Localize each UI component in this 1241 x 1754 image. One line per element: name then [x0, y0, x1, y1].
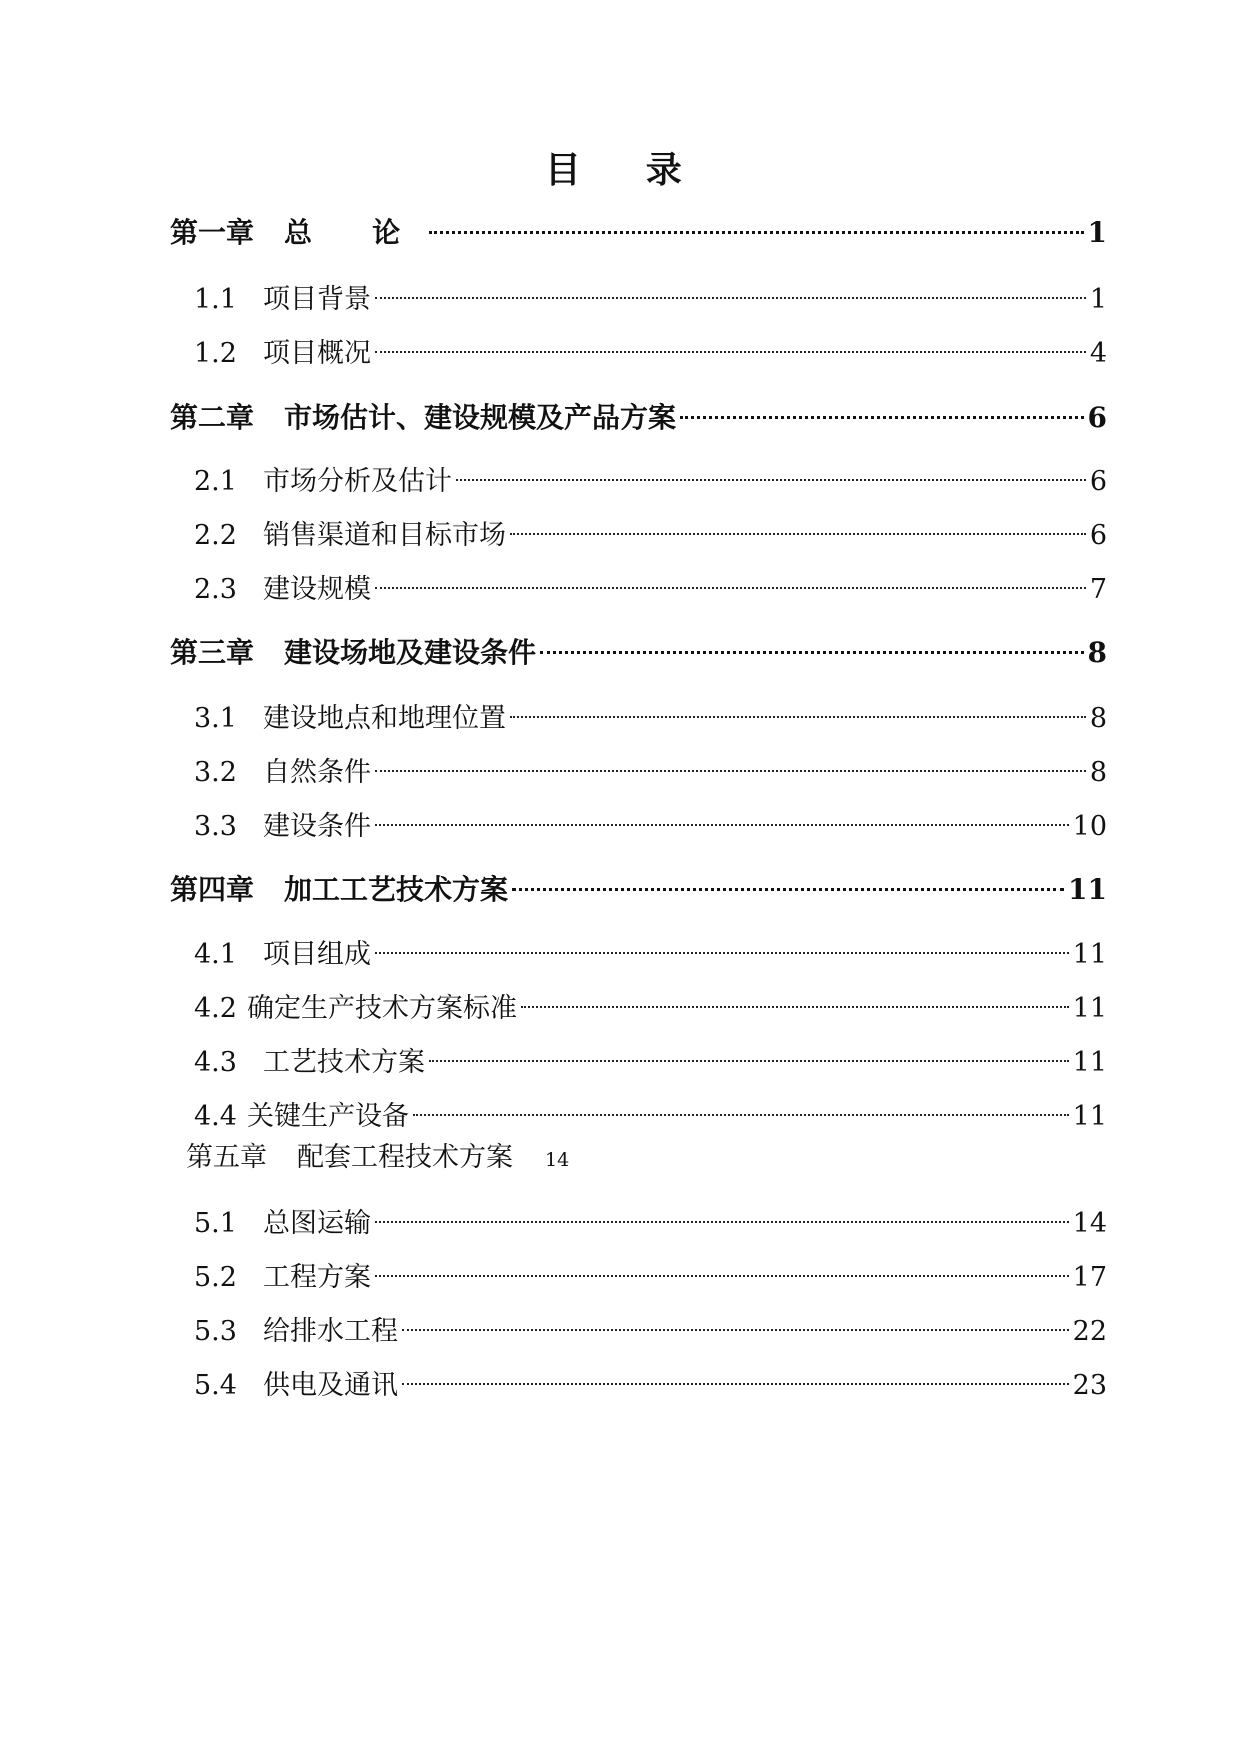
toc-entry-number: 4.4: [194, 1101, 237, 1132]
toc-page-number: 6: [1089, 466, 1107, 497]
toc-page-number: 4: [1089, 338, 1107, 369]
toc-section-entry[interactable]: [194, 558, 1107, 605]
toc-entry-title: 市场估计、建设规模及产品方案: [284, 401, 677, 434]
toc-entry-number: 2.3: [194, 574, 237, 605]
toc-leader-dots: [429, 202, 1083, 242]
toc-entry-title: 项目概况: [262, 338, 371, 369]
page-title: 目 录: [544, 149, 697, 191]
toc-entry-title: 确定生产技术方案标准: [246, 993, 517, 1024]
toc-section-entry[interactable]: [194, 504, 1107, 551]
toc-entry-title: 市场分析及估计: [262, 466, 452, 497]
toc-leader-dots: [402, 1354, 1069, 1394]
toc-entry-number: 第二章: [170, 401, 255, 434]
toc-entry-number: 4.2: [194, 993, 237, 1024]
toc-section-entry[interactable]: [194, 1300, 1107, 1347]
toc-leader-dots: [375, 795, 1069, 835]
toc-leader-dots: [510, 504, 1086, 544]
toc-entry-number: 1.2: [194, 338, 237, 369]
toc-entry-number: 5.4: [194, 1370, 237, 1401]
toc-leader-dots: [540, 622, 1083, 662]
toc-leader-dots: [375, 322, 1086, 362]
toc-leader-dots: [375, 1246, 1069, 1286]
toc-page-number: 11: [1072, 1047, 1107, 1078]
toc-section-entry[interactable]: [194, 450, 1107, 497]
toc-page-number: 1: [1087, 216, 1107, 249]
toc-entry-title: 配套工程技术方案: [297, 1142, 513, 1173]
toc-page-number: 11: [1072, 1101, 1107, 1132]
toc-page-number: 7: [1089, 574, 1107, 605]
toc-entry-title: 总 论: [284, 216, 426, 249]
toc-entry-title: 建设场地及建设条件: [284, 636, 537, 669]
toc-leader-dots: [402, 1300, 1069, 1340]
toc-entry-number: 4.3: [194, 1047, 237, 1078]
toc-leader-dots: [413, 1085, 1069, 1125]
toc-page-number: 23: [1072, 1370, 1107, 1401]
toc-page-number: 11: [1068, 873, 1107, 906]
toc-page-number: 11: [1072, 993, 1107, 1024]
toc-page-number: 8: [1089, 703, 1107, 734]
toc-entry-number: 第四章: [170, 873, 255, 906]
toc-entry-title: 工艺技术方案: [262, 1047, 425, 1078]
toc-chapter-entry[interactable]: [170, 202, 1107, 249]
toc-entry-number: 4.1: [194, 939, 237, 970]
toc-section-entry[interactable]: [194, 322, 1107, 369]
toc-page-number: 10: [1072, 811, 1107, 842]
toc-entry-number: 第三章: [170, 636, 255, 669]
toc-leader-dots: [375, 923, 1069, 963]
toc-chapter-entry[interactable]: [170, 622, 1107, 669]
toc-entry-number: 1.1: [194, 284, 237, 315]
toc-page-number: 11: [1072, 939, 1107, 970]
toc-entry-title: 建设地点和地理位置: [262, 703, 506, 734]
toc-section-entry[interactable]: [194, 1192, 1107, 1239]
toc-entry-title: 自然条件: [262, 757, 371, 788]
toc-page-number: 14: [545, 1149, 570, 1171]
toc-leader-dots: [429, 1031, 1069, 1071]
toc-page-number: 6: [1089, 520, 1107, 551]
toc-entry-title: 关键生产设备: [246, 1101, 409, 1132]
toc-entry-title: 项目组成: [262, 939, 371, 970]
toc-leader-dots: [510, 687, 1086, 727]
toc-leader-dots: [375, 268, 1086, 308]
toc-leader-dots: [375, 741, 1086, 781]
toc-leader-dots: [375, 1192, 1069, 1232]
toc-leader-dots: [512, 859, 1064, 899]
toc-entry-title: 销售渠道和目标市场: [262, 520, 506, 551]
toc-page-number: 6: [1087, 401, 1107, 434]
toc-leader-dots: [680, 387, 1083, 427]
toc-entry-number: 5.2: [194, 1262, 237, 1293]
toc-entry-title: 给排水工程: [262, 1316, 398, 1347]
toc-entry-number: 3.2: [194, 757, 237, 788]
toc-entry-title: 项目背景: [262, 284, 371, 315]
toc-entry-number: 3.3: [194, 811, 237, 842]
toc-entry-title: 建设条件: [262, 811, 371, 842]
toc-section-entry[interactable]: [194, 1031, 1107, 1078]
toc-section-entry[interactable]: [194, 1354, 1107, 1401]
toc-section-entry[interactable]: [194, 923, 1107, 970]
toc-entry-number: 2.1: [194, 466, 237, 497]
toc-entry-number: 第一章: [170, 216, 255, 249]
toc-page-number: 14: [1072, 1208, 1107, 1239]
toc-section-entry[interactable]: [194, 741, 1107, 788]
toc-page-number: 22: [1072, 1316, 1107, 1347]
toc-entry-number: 5.1: [194, 1208, 237, 1239]
toc-leader-dots: [456, 450, 1086, 490]
toc-page-number: 17: [1072, 1262, 1107, 1293]
toc-entry-title: 建设规模: [262, 574, 371, 605]
toc-entry-title: 总图运输: [262, 1208, 371, 1239]
toc-chapter-entry[interactable]: [170, 387, 1107, 434]
toc-section-entry[interactable]: [194, 1246, 1107, 1293]
toc-section-entry[interactable]: [194, 268, 1107, 315]
toc-page-number: 1: [1089, 284, 1107, 315]
toc-chapter-entry[interactable]: [170, 859, 1107, 906]
toc-chapter-entry[interactable]: [186, 1138, 1107, 1178]
toc-entry-number: 3.1: [194, 703, 237, 734]
toc-entry-number: 2.2: [194, 520, 237, 551]
toc-leader-dots: [521, 977, 1069, 1017]
toc-page-number: 8: [1089, 757, 1107, 788]
toc-entry-title: 工程方案: [262, 1262, 371, 1293]
toc-section-entry[interactable]: [194, 795, 1107, 842]
toc-entry-title: 加工工艺技术方案: [284, 873, 509, 906]
toc-entry-number: 第五章: [186, 1142, 267, 1173]
toc-leader-dots: [375, 558, 1086, 598]
toc-section-entry[interactable]: [194, 977, 1107, 1024]
toc-section-entry[interactable]: [194, 1085, 1107, 1132]
toc-entry-number: 5.3: [194, 1316, 237, 1347]
toc-entry-title: 供电及通讯: [262, 1370, 398, 1401]
toc-page-number: 8: [1087, 636, 1107, 669]
toc-section-entry[interactable]: [194, 687, 1107, 734]
